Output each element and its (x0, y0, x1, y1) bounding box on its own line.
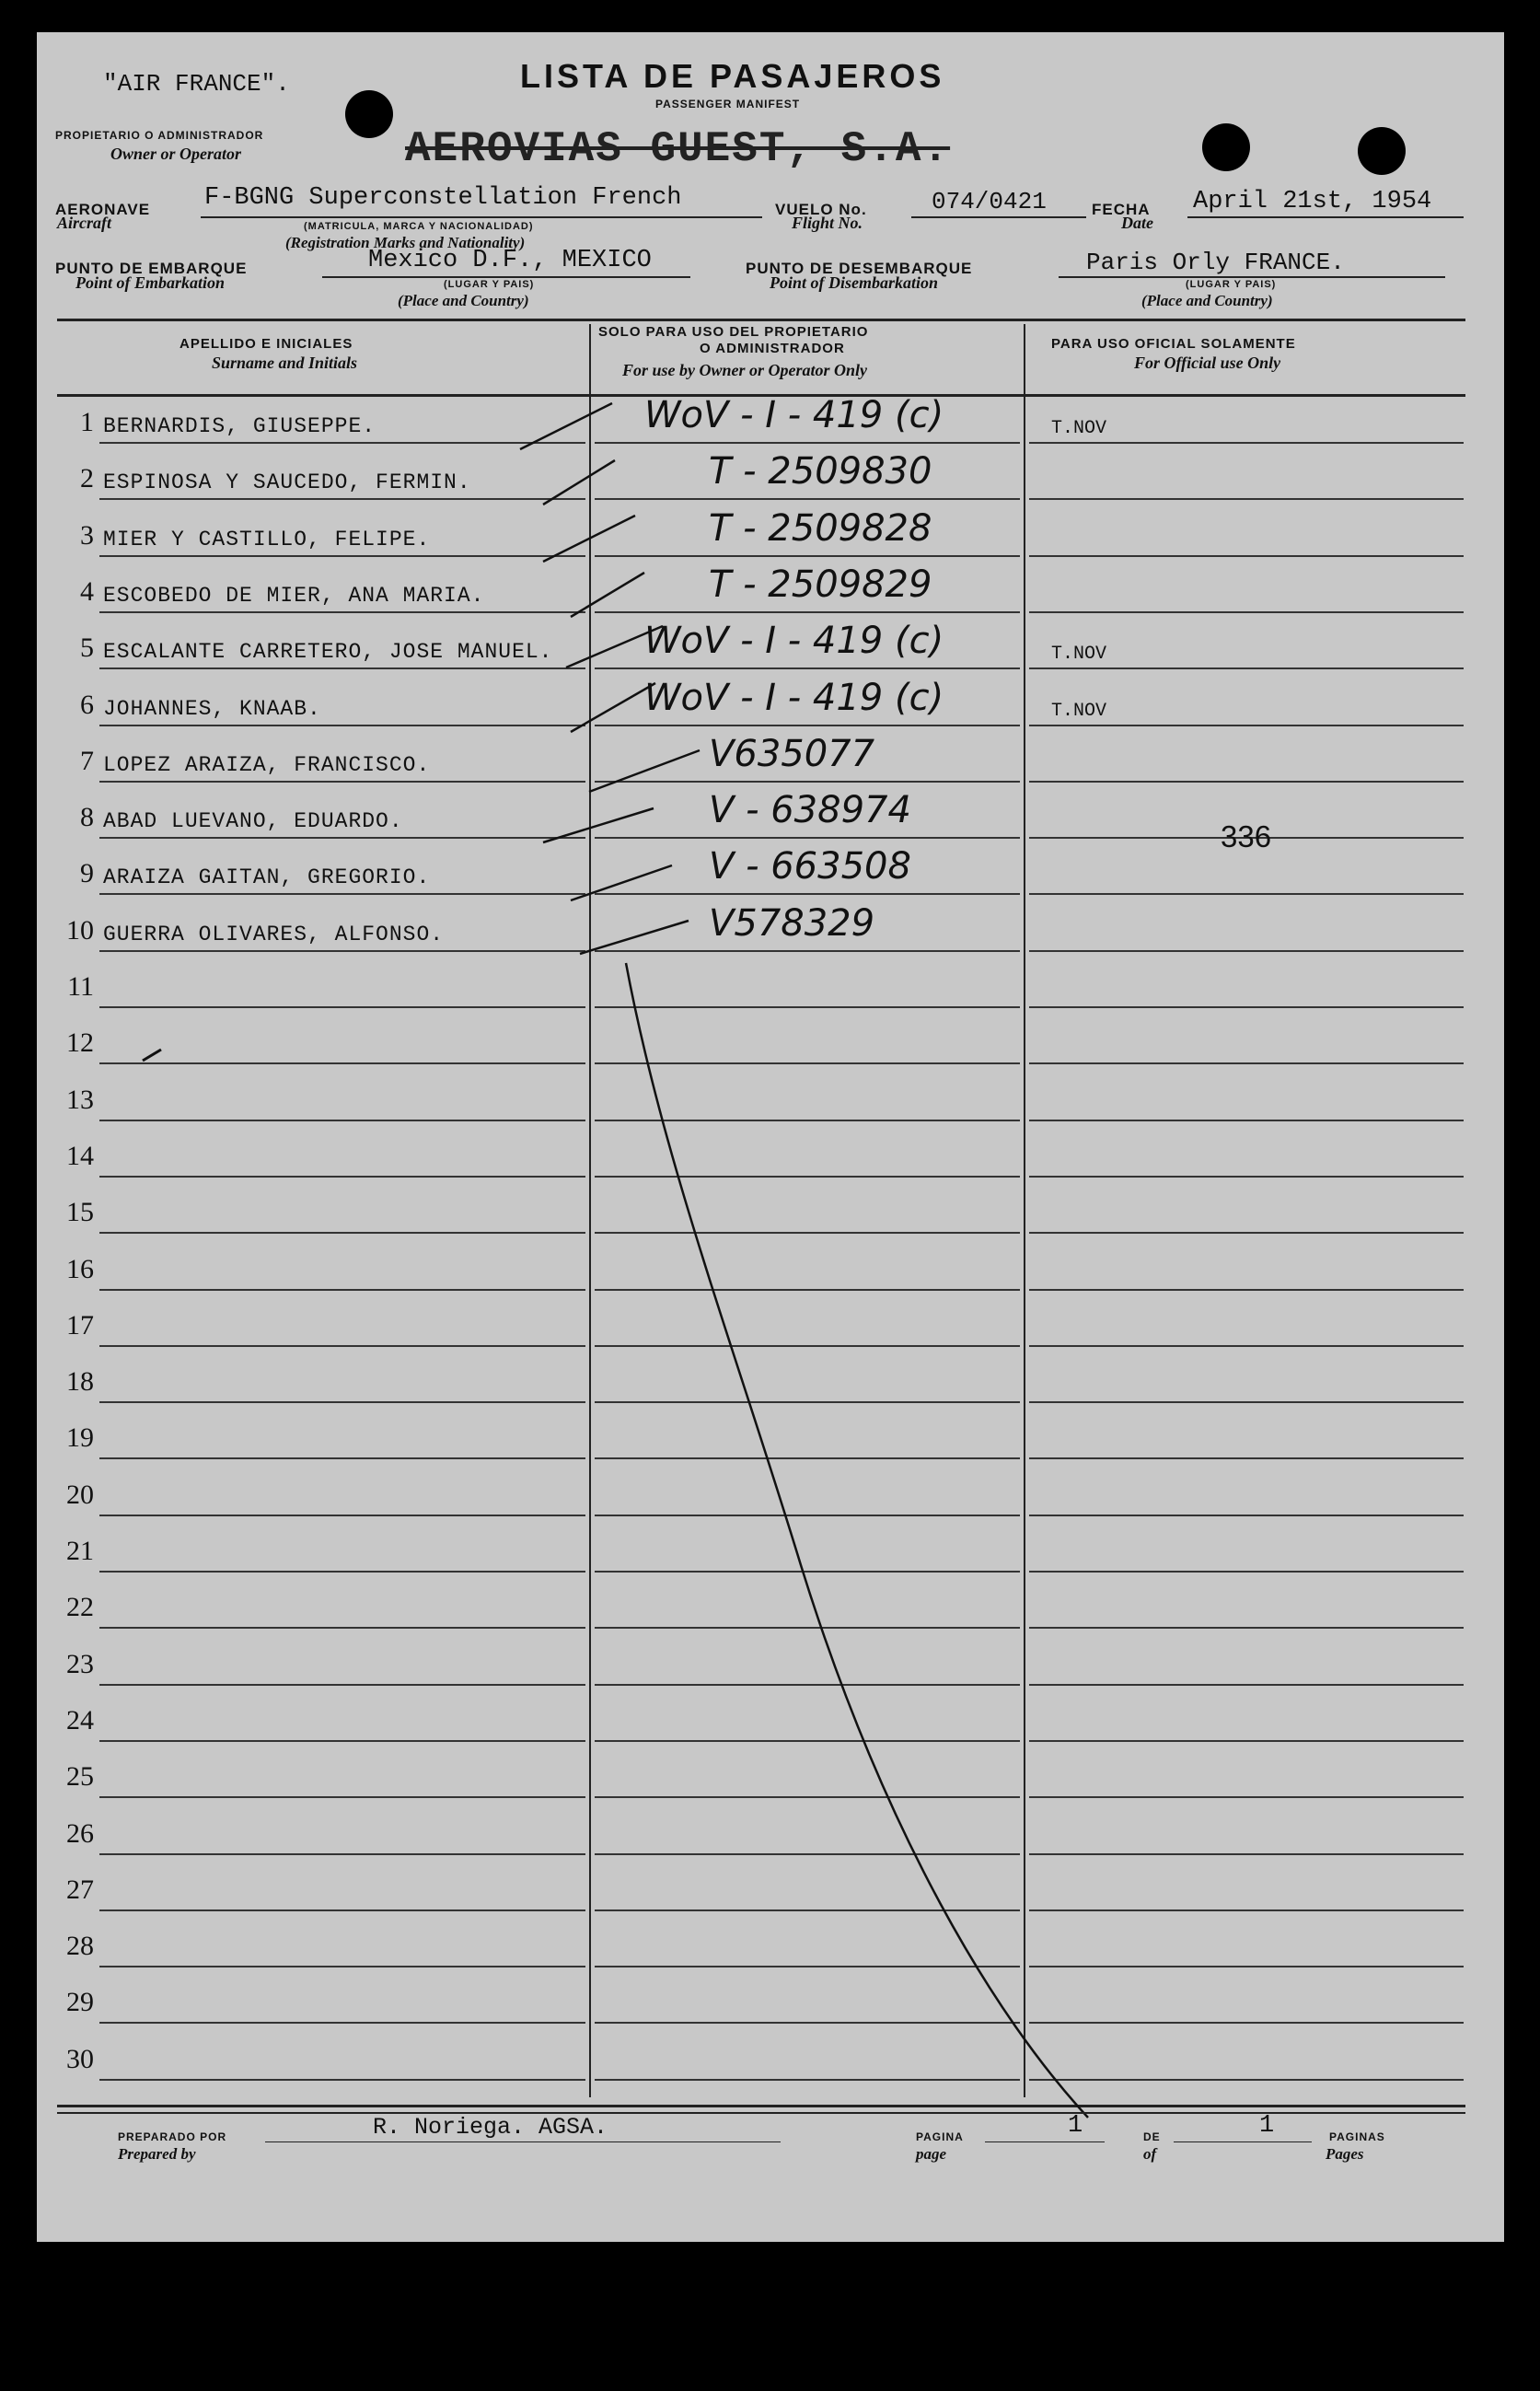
embarkation-value: Mexico D.F., MEXICO (368, 247, 652, 274)
row-number: 3 (80, 520, 94, 551)
embarkation-note-es: (LUGAR Y PAIS) (444, 279, 535, 290)
row-number: 15 (66, 1197, 94, 1227)
row-number: 11 (67, 971, 94, 1002)
page-subtitle: PASSENGER MANIFEST (655, 98, 801, 110)
document-number: T - 2509830 (709, 450, 932, 493)
tick-marks (520, 403, 700, 954)
row-number: 28 (66, 1931, 94, 1961)
row-number: 4 (80, 576, 94, 607)
document-number: WoV - I - 419 (c) (644, 620, 944, 662)
passenger-name: JOHANNES, KNAAB. (103, 697, 321, 721)
row-number: 1 (80, 407, 94, 437)
aircraft-label-es: AERONAVE (55, 201, 151, 218)
pages-label-es: PAGINAS (1329, 2130, 1385, 2143)
passenger-name: GUERRA OLIVARES, ALFONSO. (103, 923, 445, 946)
page-number-value: 1 (1068, 2112, 1083, 2140)
date-label-es: FECHA (1092, 201, 1151, 218)
row-number: 17 (66, 1310, 94, 1341)
passenger-name: LOPEZ ARAIZA, FRANCISCO. (103, 753, 431, 777)
of-label-es: DE (1143, 2130, 1161, 2143)
row-number: 7 (80, 746, 94, 776)
passenger-name: ESPINOSA Y SAUCEDO, FERMIN. (103, 470, 471, 494)
stray-pen-mark (143, 1050, 161, 1061)
official-note: T.NOV (1051, 418, 1107, 439)
aircraft-value: F-BGNG Superconstellation French (204, 184, 682, 212)
column-header-surname-en: Surname and Initials (212, 354, 358, 372)
row-number: 24 (66, 1705, 94, 1735)
disembarkation-label-es: PUNTO DE DESEMBARQUE (746, 260, 973, 277)
column-header-official-es: PARA USO OFICIAL SOLAMENTE (1051, 336, 1296, 352)
prepared-by-label-en: Prepared by (118, 2145, 196, 2163)
document-number: V578329 (709, 902, 875, 945)
document-number: WoV - I - 419 (c) (644, 394, 944, 436)
page-label-en: page (916, 2145, 947, 2163)
row-number: 10 (66, 915, 94, 946)
total-underline (1174, 2141, 1312, 2142)
row-number: 2 (80, 463, 94, 493)
aircraft-label-en: Aircraft (57, 214, 112, 232)
passenger-name: ABAD LUEVANO, EDUARDO. (103, 809, 403, 833)
row-number: 19 (66, 1422, 94, 1453)
row-number: 9 (80, 858, 94, 888)
aircraft-note-es: (MATRICULA, MARCA Y NACIONALIDAD) (304, 221, 534, 232)
aircraft-note-en: (Registration Marks and Nationality) (285, 234, 526, 251)
row-number: 23 (66, 1649, 94, 1679)
passenger-name: ARAIZA GAITAN, GREGORIO. (103, 865, 431, 889)
row-number: 30 (66, 2044, 94, 2074)
row-number: 29 (66, 1987, 94, 2017)
footer-rule (57, 2112, 1465, 2114)
row-number: 6 (80, 690, 94, 720)
official-note: T.NOV (1051, 644, 1107, 665)
operator-value: "AIR FRANCE". (103, 70, 290, 98)
official-note: 336 (1221, 819, 1272, 853)
row-number: 21 (66, 1536, 94, 1566)
passenger-name: ESCOBEDO DE MIER, ANA MARIA. (103, 584, 485, 608)
of-label-en: of (1143, 2145, 1157, 2163)
embarkation-note-en: (Place and Country) (398, 292, 529, 309)
document-number: V635077 (709, 733, 875, 775)
page-title: LISTA DE PASAJEROS (520, 57, 945, 95)
row-number: 25 (66, 1761, 94, 1792)
column-header-owner-es-1: SOLO PARA USO DEL PROPIETARIO (598, 324, 869, 340)
official-note: T.NOV (1051, 701, 1107, 722)
row-number: 14 (66, 1141, 94, 1171)
passenger-name: ESCALANTE CARRETERO, JOSE MANUEL. (103, 640, 553, 664)
row-number: 27 (66, 1874, 94, 1905)
disembarkation-value: Paris Orly FRANCE. (1086, 249, 1345, 276)
column-header-surname-es: APELLIDO E INICIALES (179, 336, 353, 352)
prepared-by-underline (265, 2141, 781, 2142)
embarkation-label-es: PUNTO DE EMBARQUE (55, 260, 248, 277)
page-underline (985, 2141, 1105, 2142)
operator-label-es: PROPIETARIO O ADMINISTRADOR (55, 129, 264, 142)
disembarkation-label-en: Point of Disembarkation (770, 273, 939, 292)
column-header-official-en: For Official use Only (1134, 354, 1281, 372)
column-header-owner-en: For use by Owner or Operator Only (622, 361, 868, 379)
document-number: V - 663508 (709, 845, 911, 888)
document-number: T - 2509829 (709, 563, 932, 606)
row-number: 13 (66, 1085, 94, 1115)
flight-label-es: VUELO No. (775, 201, 867, 218)
date-value: April 21st, 1954 (1193, 188, 1432, 215)
row-number: 16 (66, 1254, 94, 1284)
row-number: 12 (66, 1027, 94, 1058)
pages-label-en: Pages (1326, 2145, 1364, 2163)
struck-company-name: AEROVIAS GUEST, S.A. (405, 125, 951, 173)
embarkation-label-en: Point of Embarkation (75, 273, 226, 292)
prepared-by-value: R. Noriega. AGSA. (373, 2114, 608, 2141)
page-label-es: PAGINA (916, 2130, 964, 2143)
disembarkation-note-en: (Place and Country) (1141, 292, 1273, 309)
document-number: T - 2509828 (709, 507, 932, 550)
prepared-by-label-es: PREPARADO POR (118, 2130, 227, 2143)
row-number: 5 (80, 633, 94, 663)
disembarkation-note-es: (LUGAR Y PAIS) (1186, 279, 1277, 290)
date-label-en: Date (1121, 214, 1153, 232)
flight-label-en: Flight No. (792, 214, 863, 232)
column-header-owner-es-2: O ADMINISTRADOR (700, 341, 845, 356)
row-number: 26 (66, 1818, 94, 1849)
diagonal-pen-stroke (626, 963, 1088, 2118)
operator-label-en: Owner or Operator (110, 145, 242, 163)
flight-value: 074/0421 (932, 188, 1047, 215)
passenger-name: MIER Y CASTILLO, FELIPE. (103, 528, 431, 551)
row-number: 18 (66, 1366, 94, 1397)
row-number: 8 (80, 802, 94, 832)
document-number: WoV - I - 419 (c) (644, 677, 944, 719)
row-number: 20 (66, 1480, 94, 1510)
document-number: V - 638974 (709, 789, 911, 831)
passenger-name: BERNARDIS, GIUSEPPE. (103, 414, 376, 438)
page-total-value: 1 (1259, 2112, 1275, 2140)
row-number: 22 (66, 1592, 94, 1622)
